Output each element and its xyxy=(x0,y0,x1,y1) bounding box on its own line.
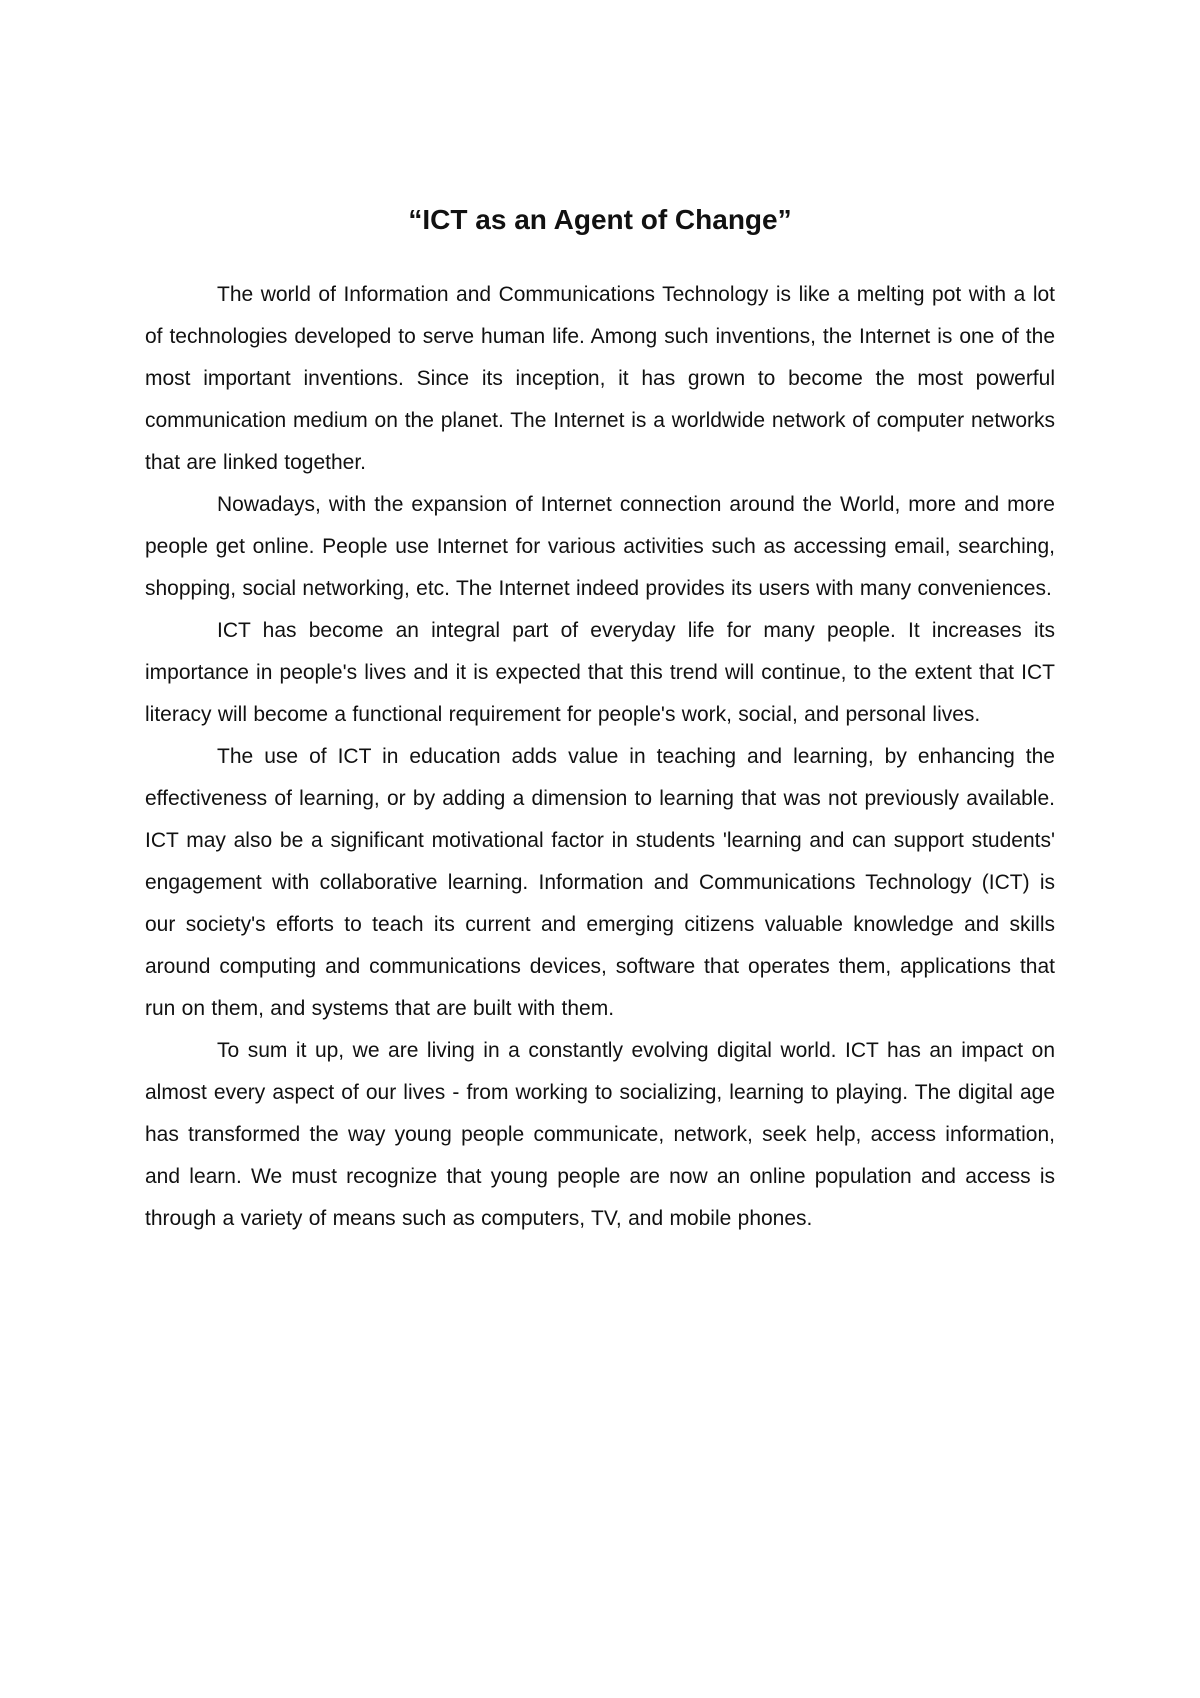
paragraph-conclusion: To sum it up, we are living in a constantly evolving digital world. ICT has an impact on almost every aspect of our lives - from working to socializing, learning to playing. The digital age has transformed the way young people communicate, network, seek help, access information, and learn. We must recognize that young people are now an online population and access is through a variety of means such as computers, TV, and mobile phones. xyxy=(145,1039,1055,1230)
document-body xyxy=(145,274,1055,1240)
paragraph-everyday-life: ICT has become an integral part of everyday life for many people. It increases its importance in people's lives and it is expected that this trend will continue, to the extent that ICT literacy will become a functional requirement for people's work, social, and personal lives. xyxy=(145,619,1055,726)
paragraph-internet: The world of Information and Communications Technology is like a melting pot with a lot of technologies developed to serve human life. Among such inventions, the Internet is one of the most important inventions. Since its inception, it has grown to become the most powerful communication medium on the planet. The Internet is a worldwide network of computer networks that are linked together. xyxy=(145,283,1055,474)
paragraph-education: The use of ICT in education adds value in teaching and learning, by enhancing the effectiveness of learning, or by adding a dimension to learning that was not previously available. ICT may also be a significant motivational factor in students 'learning and can support students' engagement with collaborative learning. Information and Communications Technology (ICT) is our society's efforts to teach its current and emerging citizens valuable knowledge and skills around computing and communications devices, software that operates them, applications that run on them, and systems that are built with them. xyxy=(145,745,1055,1020)
paragraph-online-activities: Nowadays, with the expansion of Internet connection around the World, more and more people get online. People use Internet for various activities such as accessing email, searching, shopping, social networking, etc. The Internet indeed provides its users with many conveniences. xyxy=(145,493,1055,600)
document-title: “ICT as an Agent of Change” xyxy=(408,204,792,235)
